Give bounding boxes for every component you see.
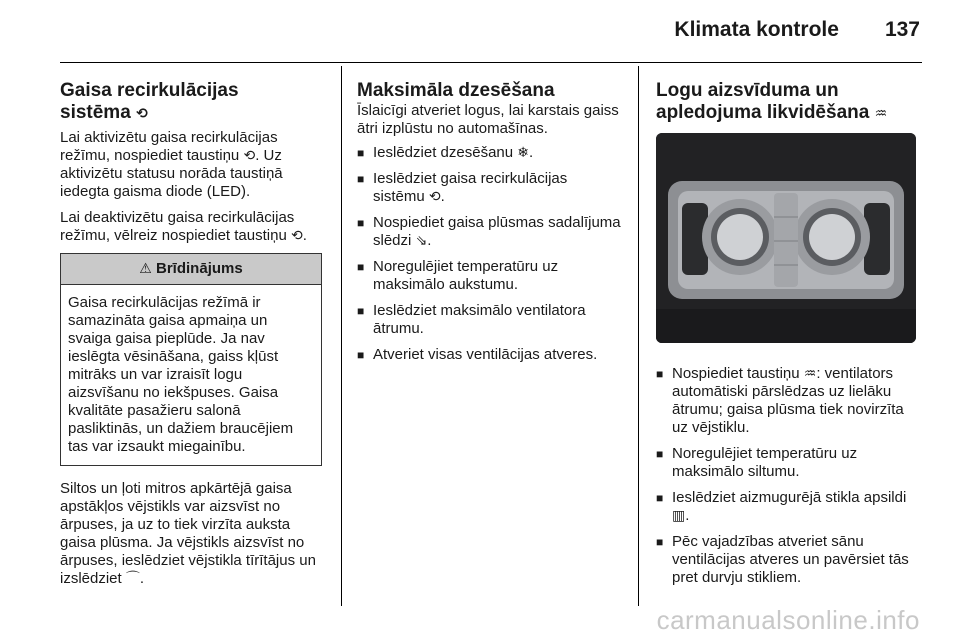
recirculation-icon: ⟲ (428, 189, 441, 205)
watermark: carmanualsonline.info (656, 605, 920, 635)
defrost-heading: Logu aizsvīduma un apledojuma likvidēšana ♒ (656, 80, 888, 123)
air-distribution-icon: ⇘ (415, 233, 428, 249)
column-defrost (656, 80, 922, 595)
recirculation-icon: ⟲ (136, 106, 148, 122)
warning-box (60, 253, 322, 466)
column-divider-2 (638, 66, 639, 606)
max-cooling-intro: Īslaicīgi atveriet logus, lai karstais gaiss ātri izplūstu no automašīnas. (357, 102, 619, 137)
wiper-icon: ⌒ (125, 571, 140, 587)
list-item: ■ Noregulējiet temperatūru uz maksimālo aukstumu. (357, 258, 621, 294)
max-cooling-steps (357, 144, 621, 364)
list-item: ■ Nospiediet taustiņu ♒: ventilators automātiski pārslēdzas uz lielāku ātrumu; gaisa plūsma tiek novirzīta uz vējstiklu. (656, 365, 922, 437)
list-item: ■ Ieslēdziet gaisa recirkulācijas sistēmu ⟲. (357, 170, 621, 206)
recirculation-icon: ⟲ (290, 228, 303, 244)
column-max-cooling (357, 80, 621, 372)
windshield-fog-text: Siltos un ļoti mitros apkārtējā gaisa apstākļos vējstikls var aizsvīst no ārpuses, ja uz to tiek virzīta auksta gaisa plūsma. Ja vējstikls aizsvīst no ārpuses, ieslēdziet vējstikla tīrītājus un izslēdziet ⌒. (60, 480, 316, 587)
defrost-steps (656, 365, 922, 587)
list-item: ■ Ieslēdziet dzesēšanu ❄. (357, 144, 621, 162)
ac-snowflake-icon: ❄ (517, 145, 529, 161)
list-item: ■ Ieslēdziet maksimālo ventilatora ātrumu. (357, 302, 621, 338)
recirculation-heading: Gaisa recirkulācijas sistēma ⟲ (60, 80, 239, 123)
warning-title: Brīdinājums (156, 260, 243, 277)
list-item: ■ Nospiediet gaisa plūsmas sadalījuma slēdzi ⇘. (357, 214, 621, 250)
list-item: ■ Atveriet visas ventilācijas atveres. (357, 346, 621, 364)
defrost-icon: ♒ (874, 106, 888, 122)
recirculation-activate-text: Lai aktivizētu gaisa recirkulācijas režīmu, nospiediet taustiņu ⟲. Uz aktivizētu statusu norāda taustiņā iedegta gaisma diode (LED). (60, 129, 283, 200)
list-item: ■ Noregulējiet temperatūru uz maksimālo siltumu. (656, 445, 922, 481)
rear-window-heating-icon: ▥ (672, 508, 686, 524)
header-rule (60, 62, 922, 63)
recirculation-icon: ⟲ (243, 148, 256, 164)
recirculation-deactivate-text: Lai deaktivizētu gaisa recirkulācijas režīmu, vēlreiz nospiediet taustiņu ⟲. (60, 209, 307, 244)
warning-header (61, 254, 321, 285)
page-header (674, 18, 920, 42)
column-recirculation (60, 80, 324, 596)
list-item: ■ Ieslēdziet aizmugurējā stikla apsildi ▥. (656, 489, 922, 525)
list-item: ■ Pēc vajadzības atveriet sānu ventilācijas atveres un pavērsiet tās pret durvju stikliem. (656, 533, 922, 587)
max-cooling-heading: Maksimāla dzesēšana (357, 80, 555, 101)
page-number: 137 (884, 18, 920, 41)
page-title: Klimata kontrole (674, 18, 839, 41)
climate-control-panel-image (656, 133, 916, 343)
column-divider-1 (341, 66, 342, 606)
defrost-icon: ♒ (803, 366, 817, 382)
warning-text: Gaisa recirkulācijas režīmā ir samazināta gaisa apmaiņa un svaiga gaisa pieplūde. Ja nav ieslēgta vēsināšana, gaiss kļūst mitrāks un var izraisīt logu aizsvīšanu no iekšpuses. Gaisa kvalitāte pasažieru salonā pasliktinās, un dažiem braucējiem tas var izsaukt miegainību. (68, 294, 294, 455)
warning-icon: ⚠ (139, 261, 152, 277)
climate-panel-illustration (656, 133, 916, 343)
